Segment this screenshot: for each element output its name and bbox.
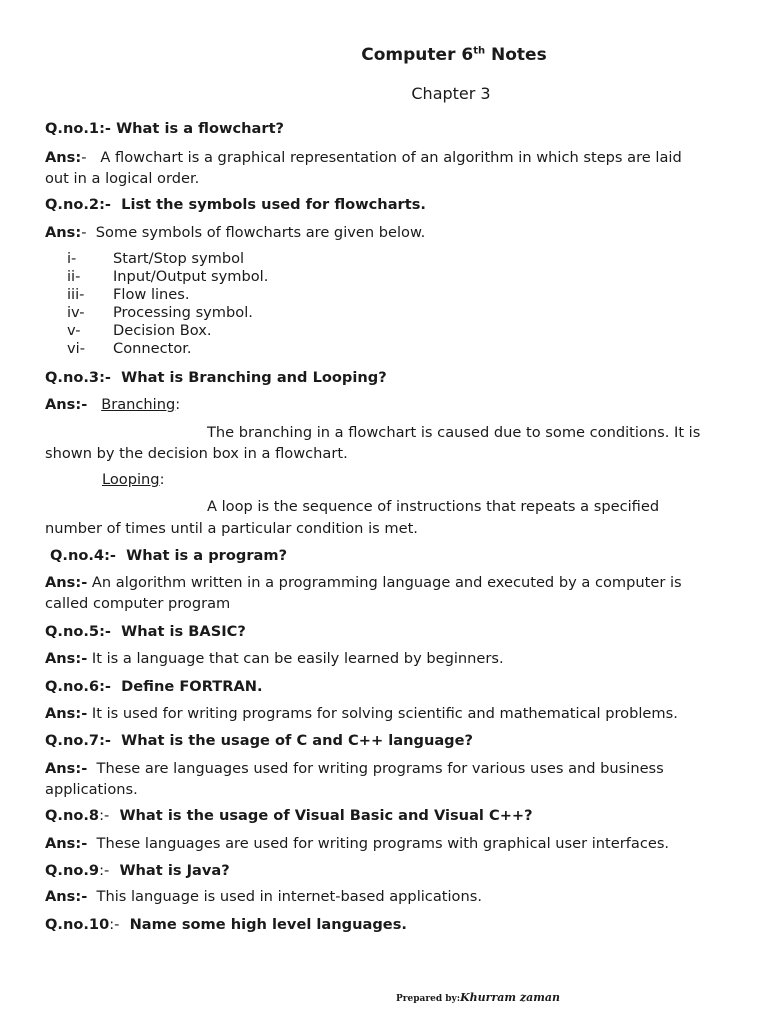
branching-heading: Branching — [101, 396, 176, 413]
answer-1: Ans:- A flowchart is a graphical representation of an algorithm in which steps are laid — [45, 149, 682, 166]
answer-1-cont: out in a logical order. — [45, 170, 200, 187]
list-item: vi- Connector. — [67, 340, 192, 357]
answer-8: Ans:- These languages are used for writing programs with graphical user interfaces. — [45, 835, 670, 852]
answer-7-cont: applications. — [45, 781, 138, 798]
answer-4: Ans:- An algorithm written in a programming language and executed by a computer is — [45, 574, 682, 591]
answer-7: Ans:- These are languages used for writing programs for various uses and business — [45, 760, 664, 777]
question-1: Q.no.1:- What is a flowchart? — [45, 120, 285, 137]
flowchart-symbols-list — [67, 250, 268, 358]
question-4: Q.no.4:- What is a program? — [50, 547, 288, 564]
question-7: Q.no.7:- What is the usage of C and C++ language? — [45, 732, 473, 749]
question-5: Q.no.5:- What is BASIC? — [45, 623, 246, 640]
question-9: Q.no.9:- What is Java? — [45, 862, 230, 879]
answer-5: Ans:- It is a language that can be easily learned by beginners. — [45, 650, 504, 667]
question-10: Q.no.10:- Name some high level languages. — [45, 916, 407, 933]
answer-3-branching: Ans:- Branching: — [45, 396, 181, 413]
list-item: ii- Input/Output symbol. — [67, 268, 269, 285]
answer-2: Ans:- Some symbols of flowcharts are given below. — [45, 224, 426, 241]
list-item: v- Decision Box. — [67, 322, 212, 339]
question-6: Q.no.6:- Define FORTRAN. — [45, 678, 263, 695]
answer-6: Ans:- It is used for writing programs for solving scientific and mathematical problems. — [45, 705, 678, 722]
question-8: Q.no.8:- What is the usage of Visual Basic and Visual C++? — [45, 807, 533, 824]
branching-text-cont: shown by the decision box in a flowchart. — [45, 445, 348, 462]
branching-text: The branching in a flowchart is caused due to some conditions. It is — [207, 424, 701, 441]
list-item: i- Start/Stop symbol — [67, 250, 245, 267]
question-3: Q.no.3:- What is Branching and Looping? — [45, 369, 387, 386]
page-title: Computer 6th Notes — [361, 45, 547, 65]
chapter-heading: Chapter 3 — [411, 84, 491, 103]
looping-heading-line: Looping: — [102, 471, 165, 488]
author-signature: Khurram zaman — [460, 991, 560, 1004]
answer-4-cont: called computer program — [45, 595, 231, 612]
looping-text-cont: number of times until a particular condition is met. — [45, 520, 418, 537]
looping-heading: Looping — [102, 471, 160, 488]
list-item: iii- Flow lines. — [67, 286, 190, 303]
list-item: iv- Processing symbol. — [67, 304, 253, 321]
looping-text: A loop is the sequence of instructions that repeats a specified — [207, 498, 660, 515]
question-2: Q.no.2:- List the symbols used for flowcharts. — [45, 196, 426, 213]
answer-9: Ans:- This language is used in internet-based applications. — [45, 888, 482, 905]
footer-credit: Prepared by:Khurram zaman — [396, 991, 560, 1004]
